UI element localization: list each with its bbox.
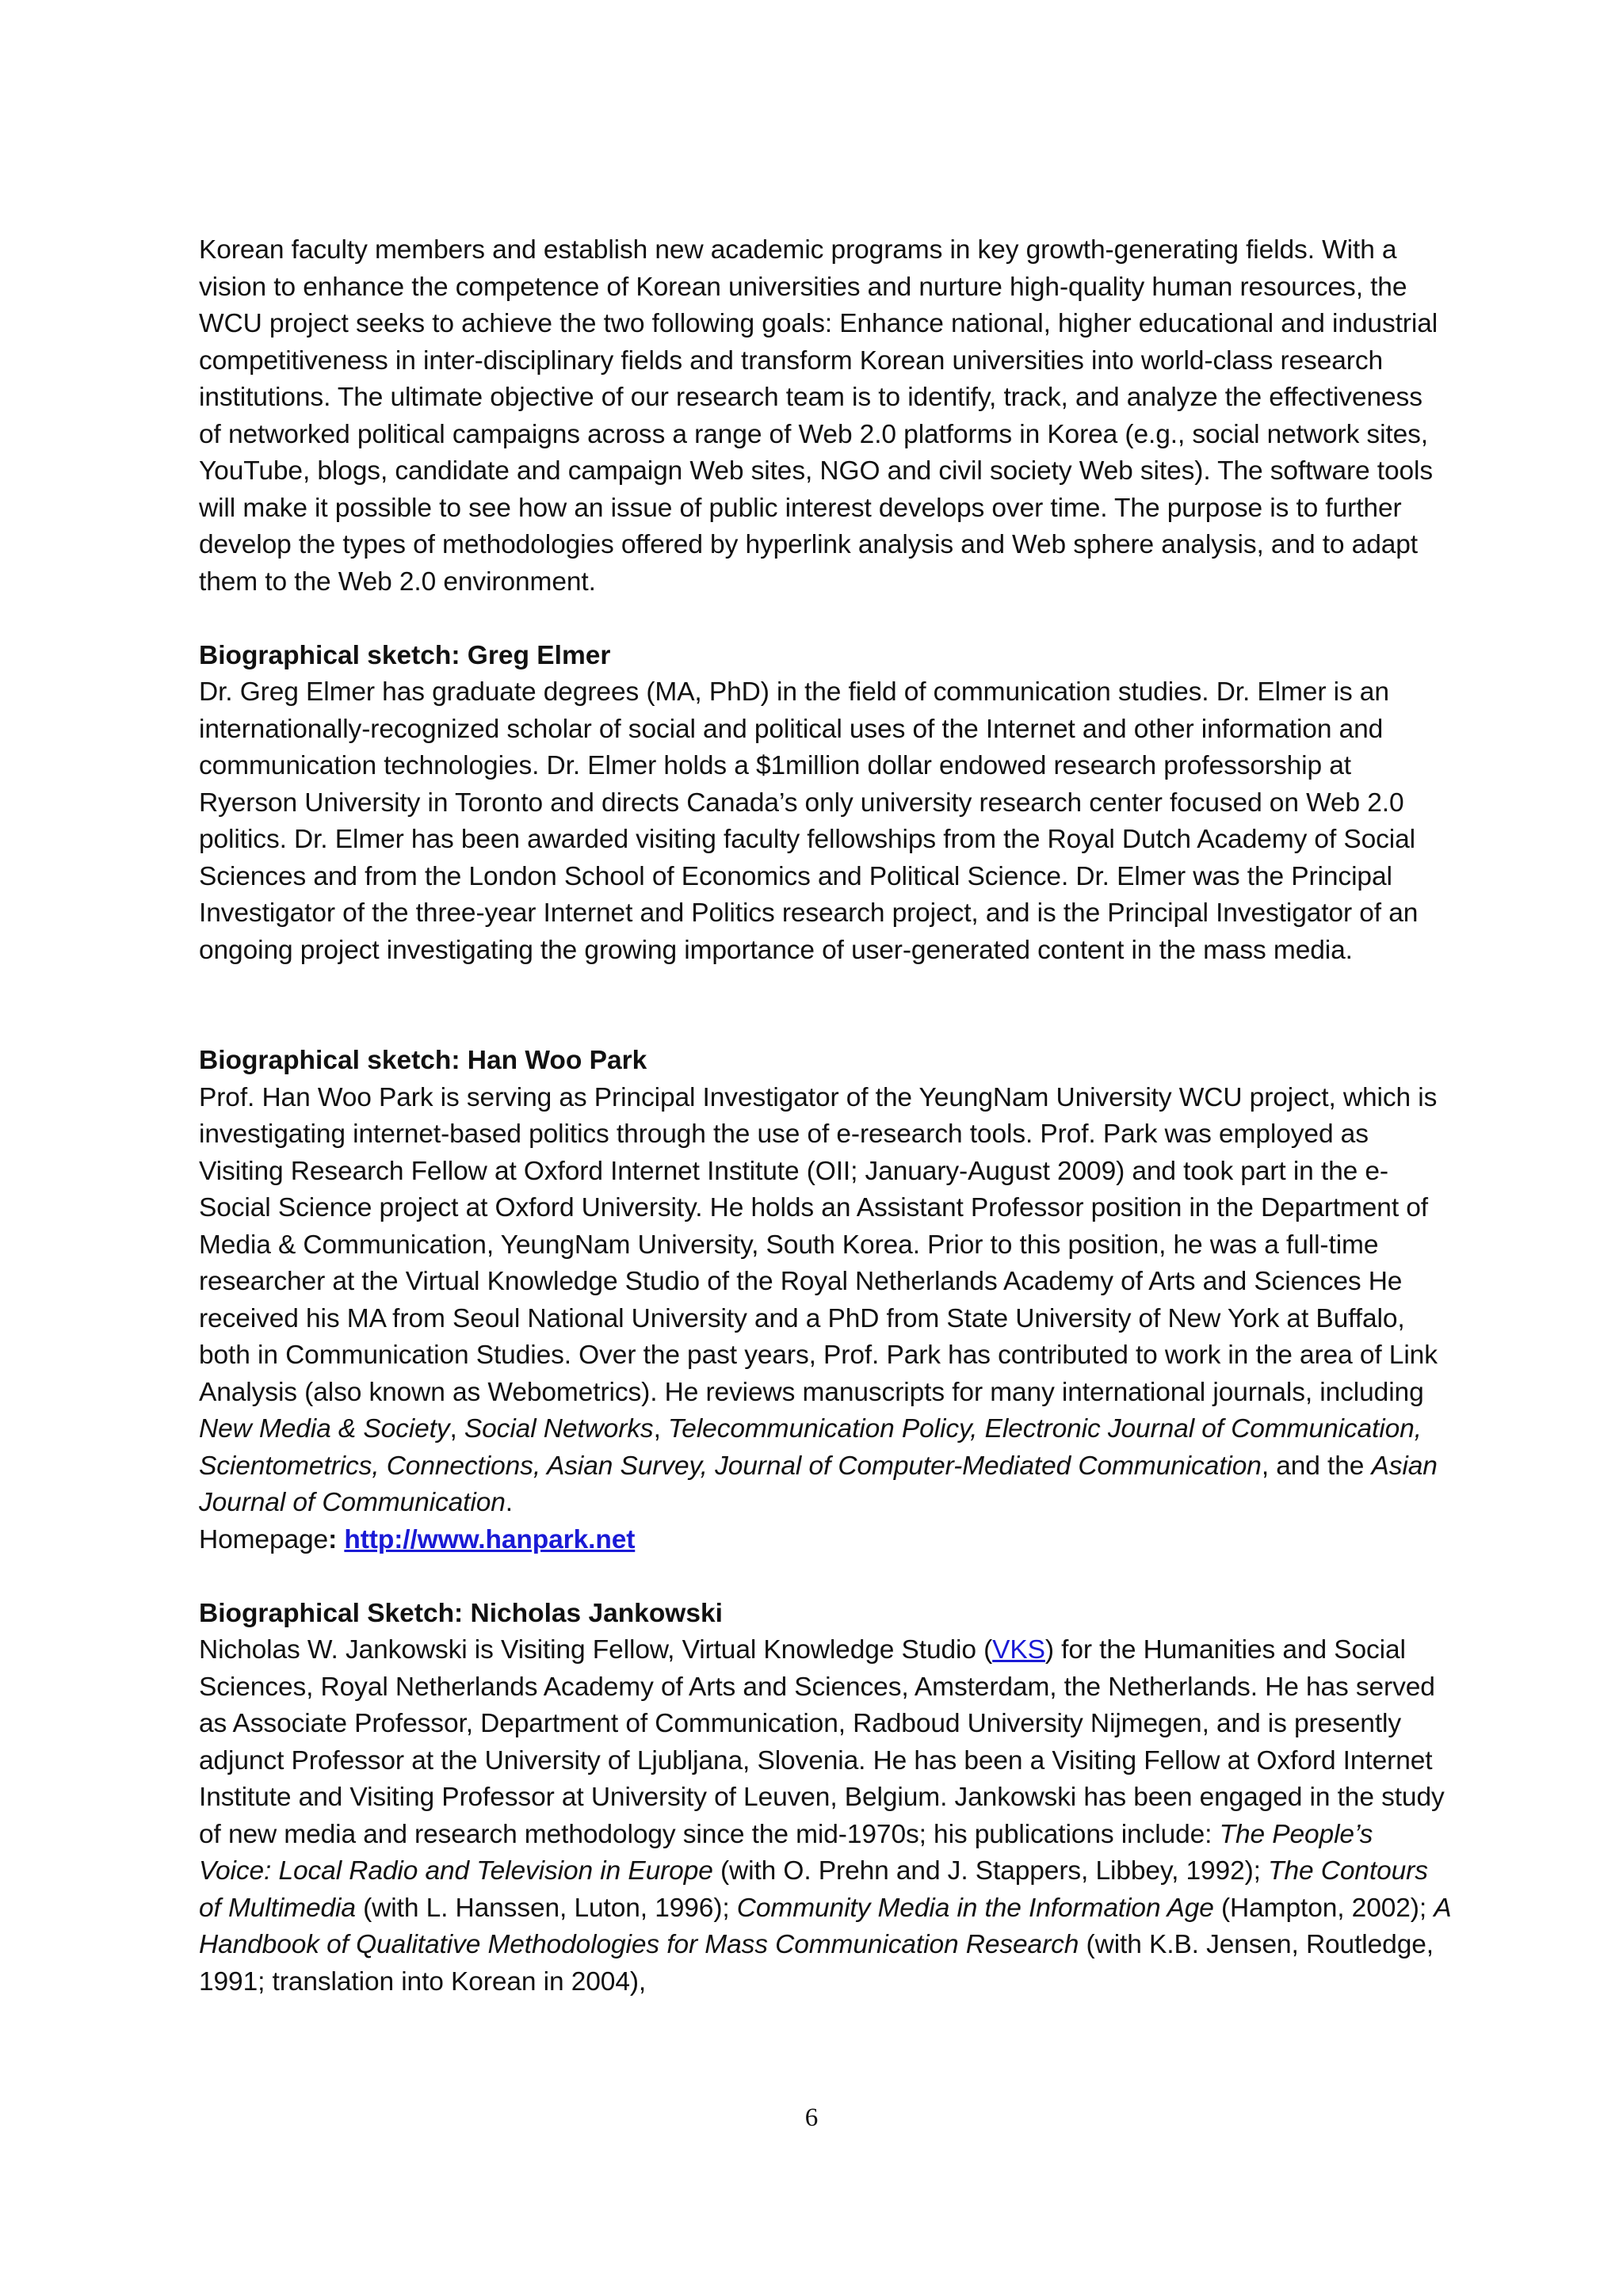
jankowski-text: (with O. Prehn and J. Stappers, Libbey, 1992); bbox=[712, 1856, 1269, 1886]
jankowski-text: ) for the Humanities and Social Sciences, Royal Netherlands Academy of Arts and Sciences, Amsterdam, the Netherlands. He has served as Associate Professor, Department of Communication, Radboud University Nijmegen, and is presently adjunct Professor at the University of Ljubljana, Slovenia. He has been a Visiting Fellow at Oxford Internet Institute and Visiting Professor at University of Leuven, Belgium. Jankowski has been engaged in the study of new media and research methodology since the mid-1970s; his publications include: bbox=[199, 1635, 1445, 1849]
book-title: The Contours of Multimedia bbox=[199, 1856, 1428, 1923]
jankowski-text: (Hampton, 2002); bbox=[1213, 1893, 1434, 1923]
jankowski-text: Nicholas W. Jankowski is Visiting Fellow, Virtual Knowledge Studio ( bbox=[199, 1635, 993, 1665]
section-spacer bbox=[199, 601, 1451, 638]
journal-title: New Media & Society bbox=[199, 1414, 450, 1444]
journal-title: Social Networks bbox=[464, 1414, 654, 1444]
homepage-link[interactable]: http://www.hanpark.net bbox=[344, 1524, 636, 1554]
homepage-colon: : bbox=[328, 1524, 345, 1554]
section-spacer bbox=[199, 969, 1451, 1043]
book-title: A Handbook of Qualitative Methodologies for Mass Communication Research bbox=[199, 1893, 1451, 1959]
section-spacer bbox=[199, 1558, 1451, 1596]
elmer-paragraph: Dr. Greg Elmer has graduate degrees (MA, PhD) in the field of communication studies. Dr. Elmer is an internationally-recognized scholar of social and political uses of the Internet and other information and communication technologies. Dr. Elmer holds a $1million dollar endowed research professorship at Ryerson University in Toronto and directs Canada’s only university research center focused on Web 2.0 politics. Dr. Elmer has been awarded visiting faculty fellowships from the Royal Dutch Academy of Social Sciences and from the London School of Economics and Political Science. Dr. Elmer was the Principal Investigator of the three-year Internet and Politics research project, and is the Principal Investigator of an ongoing project investigating the growing importance of user-generated content in the mass media. bbox=[199, 677, 1419, 965]
page-number: 6 bbox=[804, 2103, 819, 2132]
journal-title: Telecommunication Policy, Electronic Journal of Communication, Scientometrics, Connections, Asian Survey, Journal of Computer-Mediated Communication bbox=[199, 1414, 1422, 1481]
intro-paragraph: Korean faculty members and establish new academic programs in key growth-generating fields. With a vision to enhance the competence of Korean universities and nurture high-quality human resources, the WCU project seeks to achieve the two following goals: Enhance national, higher educational and industrial competitiveness in inter-disciplinary fields and transform Korean universities into world-class research institutions. The ultimate objective of our research team is to identify, track, and analyze the effectiveness of networked political campaigns across a range of Web 2.0 platforms in Korea (e.g., social network sites, YouTube, blogs, candidate and campaign Web sites, NGO and civil society Web sites). The software tools will make it possible to see how an issue of public interest develops over time. The purpose is to further develop the types of methodologies offered by hyperlink analysis and Web sphere analysis, and to adapt them to the Web 2.0 environment. bbox=[199, 235, 1438, 597]
park-paragraph bbox=[199, 1080, 1451, 1559]
jankowski-paragraph bbox=[199, 1632, 1451, 2000]
homepage-label: Homepage bbox=[199, 1524, 329, 1554]
book-title: The People’s Voice: Local Radio and Television in Europe bbox=[199, 1819, 1373, 1886]
book-title: Community Media in the Information Age bbox=[729, 1893, 1214, 1923]
park-heading: Biographical sketch: Han Woo Park bbox=[199, 1046, 647, 1075]
park-text: . bbox=[505, 1488, 513, 1517]
elmer-heading: Biographical sketch: Greg Elmer bbox=[199, 640, 611, 670]
park-text: , and the bbox=[1261, 1451, 1372, 1481]
park-text: Prof. Han Woo Park is serving as Principal Investigator of the YeungNam University WCU project, which is investigating internet-based politics through the use of e-research tools. Prof. Park was employed as Visiting Research Fellow at Oxford Internet Institute (OII; January-August 2009) and took part in the e-Social Science project at Oxford University. He holds an Assistant Professor position in the Department of Media & Communication, YeungNam University, South Korea. Prior to this position, he was a full-time researcher at the Virtual Knowledge Studio of the Royal Netherlands Academy of Arts and Sciences He received his MA from Seoul National University and a PhD from State University of New York at Buffalo, both in Communication Studies. Over the past years, Prof. Park has contributed to work in the area of Link Analysis (also known as Webometrics). He reviews manuscripts for many international journals, including bbox=[199, 1082, 1438, 1407]
jankowski-text: (with K.B. Jensen, Routledge, 1991; translation into Korean in 2004), bbox=[199, 1930, 1434, 1997]
jankowski-heading: Biographical Sketch: Nicholas Jankowski bbox=[199, 1598, 723, 1628]
journal-title: Asian Journal of Communication bbox=[199, 1451, 1438, 1517]
vks-link[interactable]: VKS bbox=[992, 1635, 1045, 1665]
document-page bbox=[199, 232, 1451, 2000]
jankowski-text: (with L. Hanssen, Luton, 1996); bbox=[355, 1893, 730, 1923]
park-text: , bbox=[449, 1414, 464, 1444]
park-text: , bbox=[653, 1414, 668, 1444]
